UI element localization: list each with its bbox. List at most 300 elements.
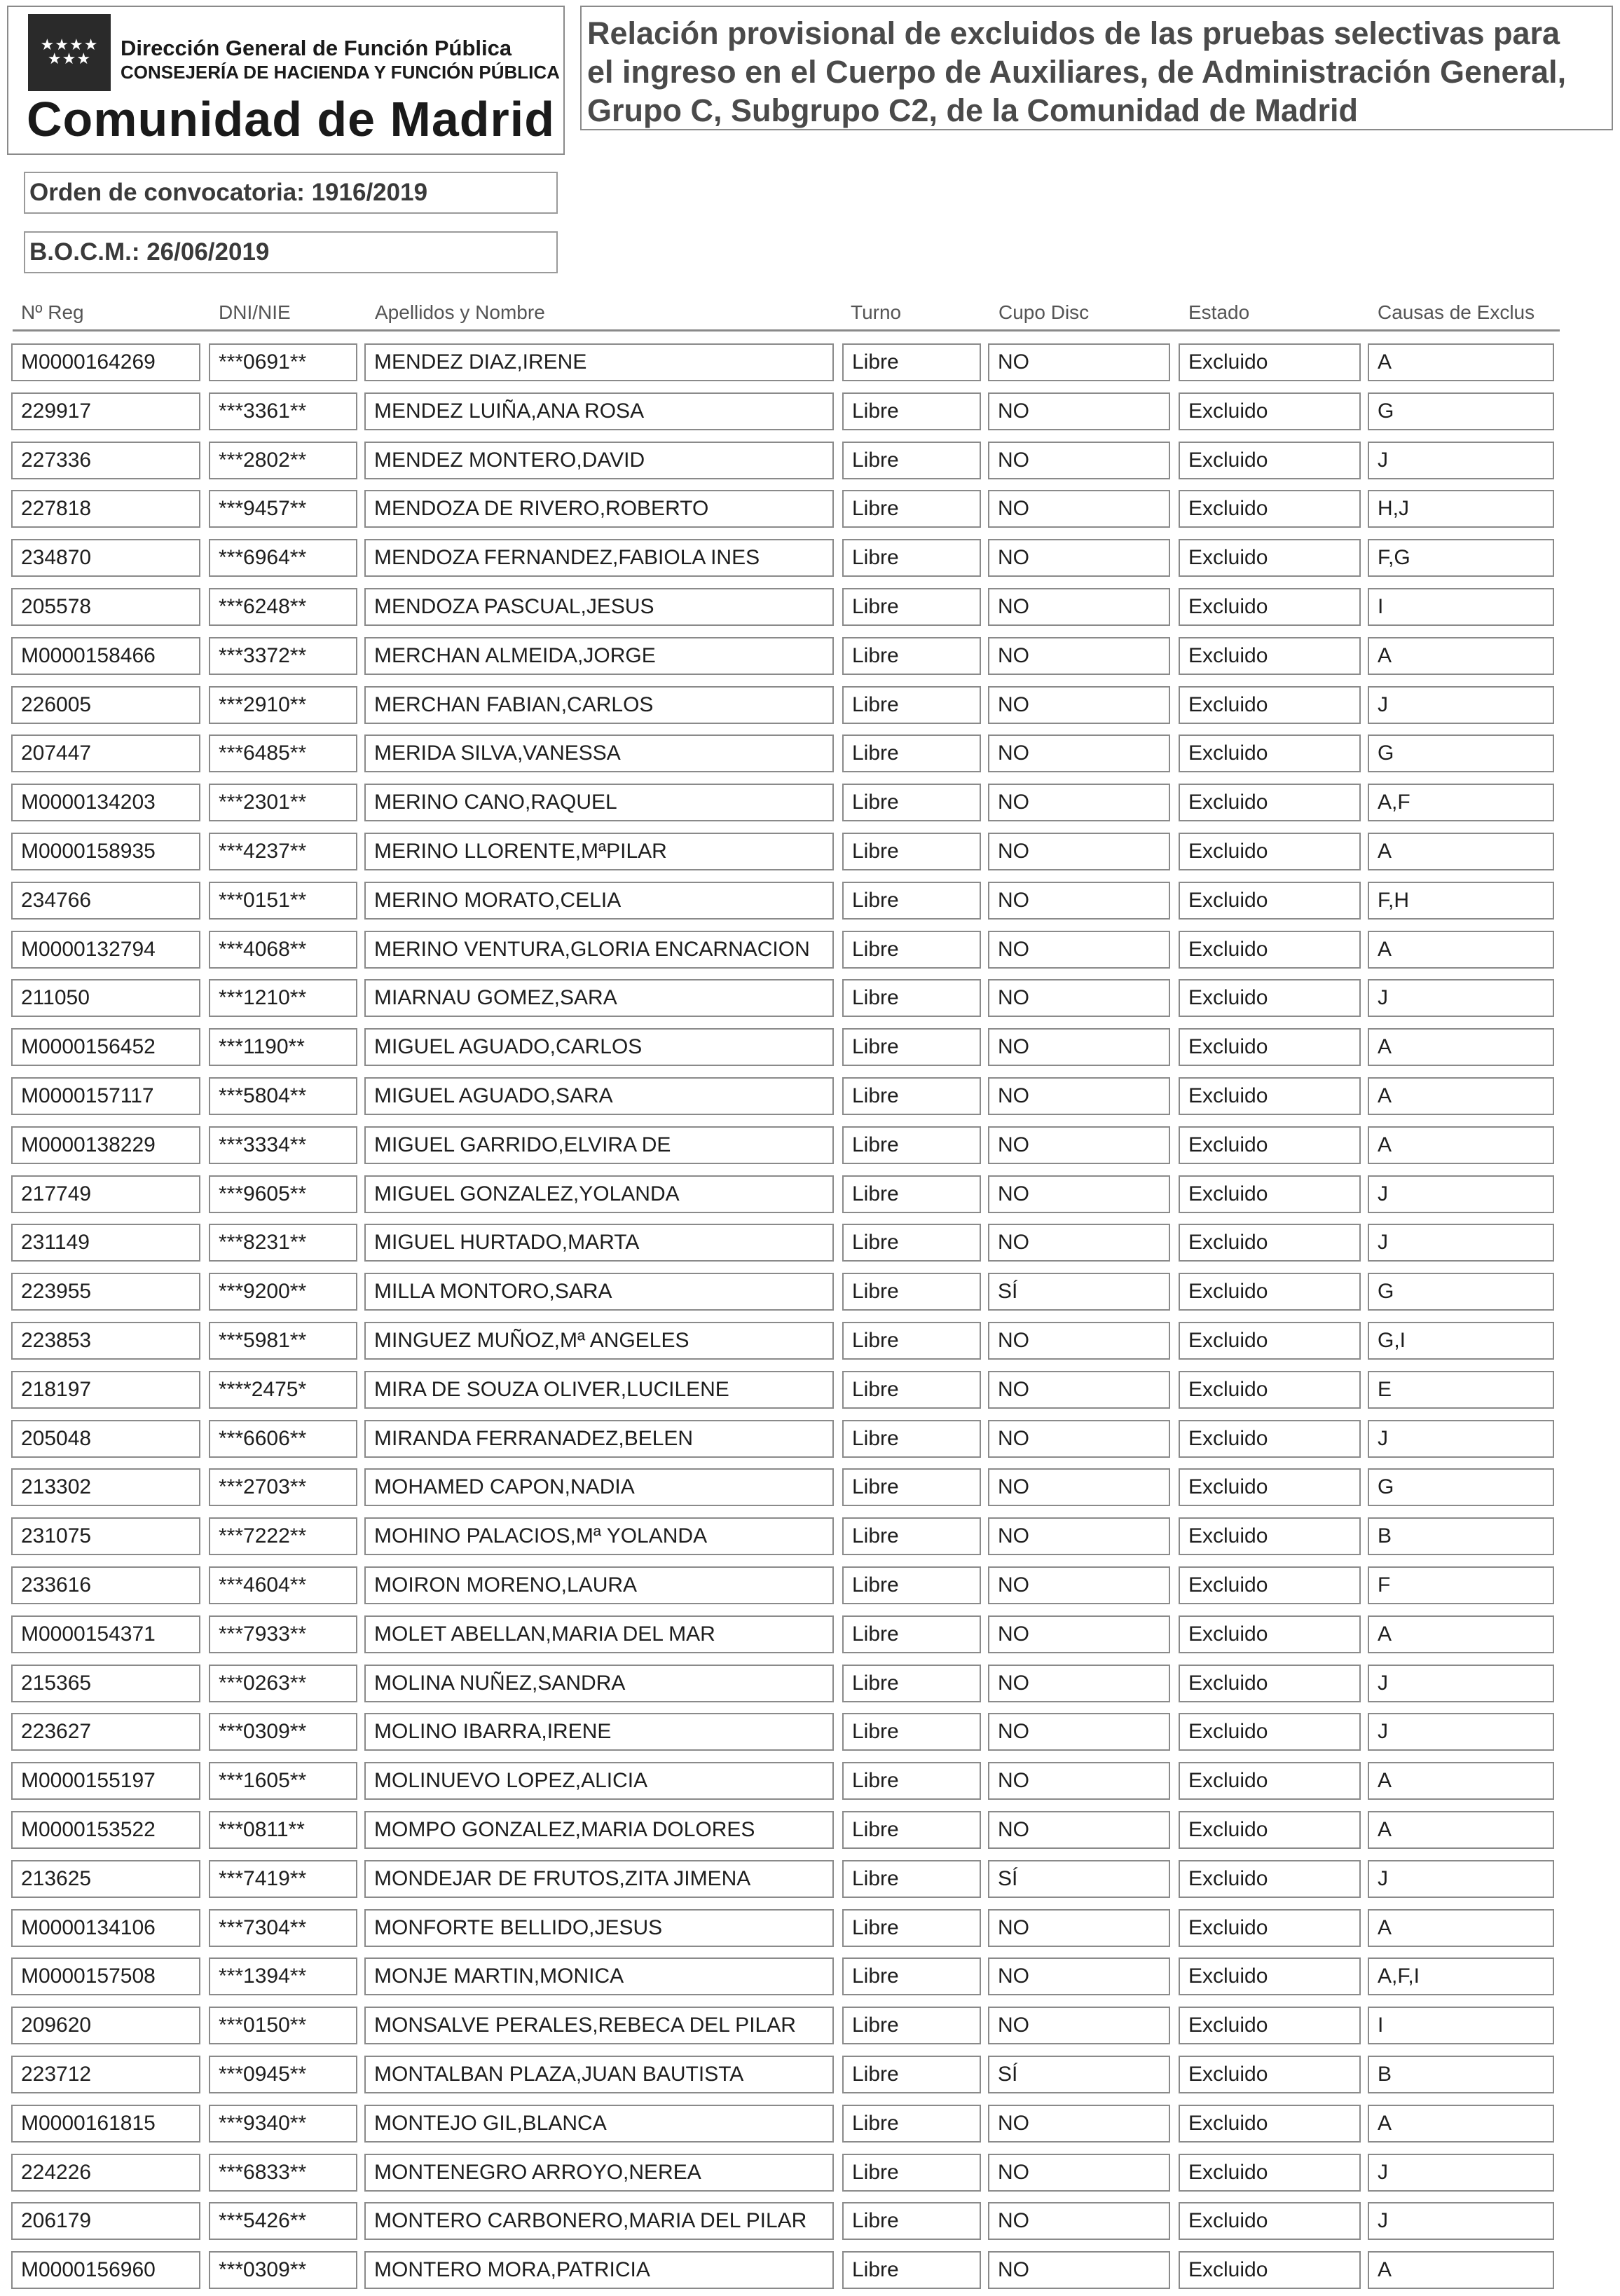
cell-nreg: 223955: [11, 1273, 200, 1311]
cell-turno: Libre: [842, 1860, 981, 1898]
cell-nreg: 226005: [11, 686, 200, 724]
cell-dni: ***6485**: [209, 734, 357, 772]
cell-nreg: 207447: [11, 734, 200, 772]
cell-nombre: MENDOZA FERNANDEZ,FABIOLA INES: [364, 539, 834, 577]
cell-turno: Libre: [842, 882, 981, 920]
cell-nombre: MERINO MORATO,CELIA: [364, 882, 834, 920]
cell-nreg: M0000138229: [11, 1126, 200, 1164]
column-header-nombre: Apellidos y Nombre: [375, 301, 545, 323]
table-row: [0, 2007, 1620, 2044]
cell-causas: J: [1368, 1713, 1554, 1751]
cell-turno: Libre: [842, 784, 981, 821]
cell-causas: J: [1368, 979, 1554, 1017]
cell-cupo: NO: [988, 1665, 1170, 1702]
cell-cupo: NO: [988, 1322, 1170, 1360]
table-row: [0, 1028, 1620, 1066]
cell-dni: ***4237**: [209, 833, 357, 870]
table-row: [0, 343, 1620, 381]
cell-nombre: MONDEJAR DE FRUTOS,ZITA JIMENA: [364, 1860, 834, 1898]
cell-cupo: NO: [988, 343, 1170, 381]
cell-dni: ***0151**: [209, 882, 357, 920]
table-row: [0, 1517, 1620, 1555]
table-row: [0, 1860, 1620, 1898]
cell-nreg: 231075: [11, 1517, 200, 1555]
cell-cupo: NO: [988, 1420, 1170, 1458]
cell-estado: Excluido: [1179, 833, 1361, 870]
cell-dni: ***1394**: [209, 1957, 357, 1995]
cell-turno: Libre: [842, 1420, 981, 1458]
cell-estado: Excluido: [1179, 1713, 1361, 1751]
cell-cupo: SÍ: [988, 1273, 1170, 1311]
cell-estado: Excluido: [1179, 1468, 1361, 1506]
cell-estado: Excluido: [1179, 637, 1361, 675]
cell-dni: ***4604**: [209, 1566, 357, 1604]
orden-convocatoria: Orden de convocatoria: 1916/2019: [24, 172, 558, 214]
cell-estado: Excluido: [1179, 490, 1361, 528]
cell-dni: ***6964**: [209, 539, 357, 577]
cell-nombre: MERINO LLORENTE,MªPILAR: [364, 833, 834, 870]
cell-turno: Libre: [842, 1224, 981, 1262]
cell-estado: Excluido: [1179, 539, 1361, 577]
cell-estado: Excluido: [1179, 1175, 1361, 1213]
cell-dni: ***1210**: [209, 979, 357, 1017]
cell-estado: Excluido: [1179, 1028, 1361, 1066]
table-row: [0, 2105, 1620, 2143]
cell-nombre: MONFORTE BELLIDO,JESUS: [364, 1909, 834, 1947]
cell-cupo: NO: [988, 734, 1170, 772]
cell-nombre: MOIRON MORENO,LAURA: [364, 1566, 834, 1604]
cell-cupo: NO: [988, 2154, 1170, 2192]
cell-turno: Libre: [842, 490, 981, 528]
cell-dni: ***6248**: [209, 588, 357, 626]
org-line-1: Dirección General de Función Pública: [121, 36, 512, 60]
cell-causas: J: [1368, 442, 1554, 479]
cell-cupo: SÍ: [988, 2056, 1170, 2093]
cell-nombre: MENDOZA PASCUAL,JESUS: [364, 588, 834, 626]
cell-estado: Excluido: [1179, 1371, 1361, 1409]
cell-turno: Libre: [842, 1762, 981, 1800]
cell-nombre: MIRANDA FERRANADEZ,BELEN: [364, 1420, 834, 1458]
cell-nreg: 213302: [11, 1468, 200, 1506]
cell-causas: G: [1368, 734, 1554, 772]
table-row: [0, 1811, 1620, 1849]
cell-cupo: NO: [988, 1615, 1170, 1653]
cell-turno: Libre: [842, 931, 981, 969]
cell-causas: A: [1368, 2105, 1554, 2143]
cell-nombre: MONJE MARTIN,MONICA: [364, 1957, 834, 1995]
cell-estado: Excluido: [1179, 442, 1361, 479]
cell-estado: Excluido: [1179, 931, 1361, 969]
cell-cupo: NO: [988, 882, 1170, 920]
cell-estado: Excluido: [1179, 882, 1361, 920]
cell-dni: ***5804**: [209, 1077, 357, 1115]
cell-causas: F: [1368, 1566, 1554, 1604]
cell-dni: ***7419**: [209, 1860, 357, 1898]
cell-turno: Libre: [842, 1077, 981, 1115]
cell-estado: Excluido: [1179, 588, 1361, 626]
cell-nombre: MILLA MONTORO,SARA: [364, 1273, 834, 1311]
cell-dni: ***2910**: [209, 686, 357, 724]
org-line-2: CONSEJERÍA DE HACIENDA Y FUNCIÓN PÚBLICA: [121, 62, 560, 83]
cell-turno: Libre: [842, 539, 981, 577]
cell-nombre: MIRA DE SOUZA OLIVER,LUCILENE: [364, 1371, 834, 1409]
cell-turno: Libre: [842, 1517, 981, 1555]
cell-dni: ****2475*: [209, 1371, 357, 1409]
cell-cupo: NO: [988, 1566, 1170, 1604]
cell-turno: Libre: [842, 1566, 981, 1604]
cell-causas: G: [1368, 1468, 1554, 1506]
cell-nombre: MERIDA SILVA,VANESSA: [364, 734, 834, 772]
cell-dni: ***9200**: [209, 1273, 357, 1311]
cell-dni: ***1190**: [209, 1028, 357, 1066]
cell-estado: Excluido: [1179, 1224, 1361, 1262]
cell-turno: Libre: [842, 2251, 981, 2289]
cell-causas: A: [1368, 1909, 1554, 1947]
column-header-nreg: Nº Reg: [21, 301, 84, 323]
cell-cupo: NO: [988, 442, 1170, 479]
cell-cupo: NO: [988, 1468, 1170, 1506]
cell-cupo: NO: [988, 1957, 1170, 1995]
cell-nreg: M0000157117: [11, 1077, 200, 1115]
cell-nreg: 218197: [11, 1371, 200, 1409]
table-row: [0, 734, 1620, 772]
cell-estado: Excluido: [1179, 2202, 1361, 2240]
cell-estado: Excluido: [1179, 1126, 1361, 1164]
cell-turno: Libre: [842, 1713, 981, 1751]
cell-cupo: NO: [988, 2251, 1170, 2289]
org-name: Comunidad de Madrid: [27, 92, 555, 146]
cell-estado: Excluido: [1179, 1273, 1361, 1311]
cell-dni: ***5426**: [209, 2202, 357, 2240]
cell-nreg: 234870: [11, 539, 200, 577]
cell-dni: ***0945**: [209, 2056, 357, 2093]
table-row: [0, 882, 1620, 920]
logo-block: [7, 6, 565, 155]
cell-nombre: MOHINO PALACIOS,Mª YOLANDA: [364, 1517, 834, 1555]
table-row: [0, 1468, 1620, 1506]
table-row: [0, 1273, 1620, 1311]
cell-cupo: NO: [988, 686, 1170, 724]
cell-nombre: MENDEZ LUIÑA,ANA ROSA: [364, 392, 834, 430]
cell-causas: A: [1368, 931, 1554, 969]
column-header-estado: Estado: [1188, 301, 1250, 323]
table-row: [0, 442, 1620, 479]
cell-causas: A: [1368, 1762, 1554, 1800]
cell-nreg: 211050: [11, 979, 200, 1017]
cell-estado: Excluido: [1179, 784, 1361, 821]
cell-cupo: NO: [988, 1811, 1170, 1849]
cell-turno: Libre: [842, 1909, 981, 1947]
cell-dni: ***2301**: [209, 784, 357, 821]
cell-cupo: NO: [988, 588, 1170, 626]
cell-dni: ***0309**: [209, 2251, 357, 2289]
header-divider: [13, 329, 1560, 332]
cell-nombre: MONTEJO GIL,BLANCA: [364, 2105, 834, 2143]
table-row: [0, 1420, 1620, 1458]
cell-cupo: NO: [988, 1713, 1170, 1751]
cell-causas: F,G: [1368, 539, 1554, 577]
cell-causas: B: [1368, 1517, 1554, 1555]
cell-cupo: NO: [988, 2105, 1170, 2143]
cell-causas: J: [1368, 1175, 1554, 1213]
cell-turno: Libre: [842, 734, 981, 772]
cell-nombre: MERINO VENTURA,GLORIA ENCARNACION: [364, 931, 834, 969]
cell-causas: A,F: [1368, 784, 1554, 821]
cell-estado: Excluido: [1179, 734, 1361, 772]
cell-causas: J: [1368, 1665, 1554, 1702]
cell-dni: ***3372**: [209, 637, 357, 675]
cell-nombre: MERINO CANO,RAQUEL: [364, 784, 834, 821]
cell-nombre: MIGUEL HURTADO,MARTA: [364, 1224, 834, 1262]
cell-turno: Libre: [842, 343, 981, 381]
table-row: [0, 784, 1620, 821]
cell-estado: Excluido: [1179, 1517, 1361, 1555]
cell-cupo: NO: [988, 1224, 1170, 1262]
cell-cupo: NO: [988, 392, 1170, 430]
table-row: [0, 1077, 1620, 1115]
cell-estado: Excluido: [1179, 1762, 1361, 1800]
cell-cupo: NO: [988, 1028, 1170, 1066]
column-header-cupo: Cupo Disc: [998, 301, 1090, 323]
cell-estado: Excluido: [1179, 979, 1361, 1017]
cell-turno: Libre: [842, 833, 981, 870]
cell-causas: J: [1368, 686, 1554, 724]
table-row: [0, 686, 1620, 724]
cell-cupo: NO: [988, 1077, 1170, 1115]
cell-dni: ***8231**: [209, 1224, 357, 1262]
cell-nreg: 209620: [11, 2007, 200, 2044]
table-row: [0, 1126, 1620, 1164]
cell-causas: A: [1368, 343, 1554, 381]
cell-turno: Libre: [842, 392, 981, 430]
table-row: [0, 1909, 1620, 1947]
cell-nombre: MONTERO MORA,PATRICIA: [364, 2251, 834, 2289]
cell-estado: Excluido: [1179, 1420, 1361, 1458]
cell-nombre: MIGUEL GARRIDO,ELVIRA DE: [364, 1126, 834, 1164]
title-line-3: Grupo C, Subgrupo C2, de la Comunidad de Madrid: [587, 93, 1359, 128]
cell-nombre: MONTERO CARBONERO,MARIA DEL PILAR: [364, 2202, 834, 2240]
cell-estado: Excluido: [1179, 1665, 1361, 1702]
cell-causas: A: [1368, 1077, 1554, 1115]
cell-cupo: NO: [988, 784, 1170, 821]
cell-nreg: 223712: [11, 2056, 200, 2093]
cell-dni: ***0691**: [209, 343, 357, 381]
cell-turno: Libre: [842, 1175, 981, 1213]
cell-nreg: 206179: [11, 2202, 200, 2240]
cell-nombre: MENDOZA DE RIVERO,ROBERTO: [364, 490, 834, 528]
cell-dni: ***3361**: [209, 392, 357, 430]
cell-nreg: 233616: [11, 1566, 200, 1604]
table-row: [0, 2202, 1620, 2240]
cell-causas: G: [1368, 1273, 1554, 1311]
cell-turno: Libre: [842, 2056, 981, 2093]
cell-cupo: NO: [988, 1175, 1170, 1213]
cell-estado: Excluido: [1179, 2251, 1361, 2289]
cell-nreg: 215365: [11, 1665, 200, 1702]
cell-estado: Excluido: [1179, 2056, 1361, 2093]
cell-cupo: NO: [988, 1126, 1170, 1164]
cell-cupo: NO: [988, 833, 1170, 870]
cell-nreg: M0000132794: [11, 931, 200, 969]
cell-dni: ***2703**: [209, 1468, 357, 1506]
cell-estado: Excluido: [1179, 343, 1361, 381]
cell-nreg: M0000156452: [11, 1028, 200, 1066]
cell-causas: A: [1368, 1028, 1554, 1066]
cell-nreg: 213625: [11, 1860, 200, 1898]
cell-dni: ***0263**: [209, 1665, 357, 1702]
cell-dni: ***1605**: [209, 1762, 357, 1800]
table-row: [0, 637, 1620, 675]
column-header-causas: Causas de Exclus: [1378, 301, 1535, 323]
cell-cupo: NO: [988, 2007, 1170, 2044]
cell-estado: Excluido: [1179, 1860, 1361, 1898]
cell-causas: A: [1368, 1126, 1554, 1164]
table-row: [0, 392, 1620, 430]
cell-dni: ***0309**: [209, 1713, 357, 1751]
cell-nreg: M0000134106: [11, 1909, 200, 1947]
cell-causas: G,I: [1368, 1322, 1554, 1360]
cell-nreg: M0000154371: [11, 1615, 200, 1653]
document-title: [580, 6, 1613, 130]
cell-nombre: MOHAMED CAPON,NADIA: [364, 1468, 834, 1506]
cell-nreg: 227818: [11, 490, 200, 528]
cell-turno: Libre: [842, 637, 981, 675]
cell-nombre: MIGUEL GONZALEZ,YOLANDA: [364, 1175, 834, 1213]
cell-nombre: MENDEZ MONTERO,DAVID: [364, 442, 834, 479]
cell-dni: ***6606**: [209, 1420, 357, 1458]
cell-causas: H,J: [1368, 490, 1554, 528]
cell-turno: Libre: [842, 2202, 981, 2240]
cell-nombre: MOLINO IBARRA,IRENE: [364, 1713, 834, 1751]
cell-nombre: MINGUEZ MUÑOZ,Mª ANGELES: [364, 1322, 834, 1360]
cell-dni: ***0150**: [209, 2007, 357, 2044]
cell-turno: Libre: [842, 1371, 981, 1409]
cell-nombre: MONTENEGRO ARROYO,NEREA: [364, 2154, 834, 2192]
cell-nombre: MOMPO GONZALEZ,MARIA DOLORES: [364, 1811, 834, 1849]
table-row: [0, 1615, 1620, 1653]
cell-causas: J: [1368, 1224, 1554, 1262]
cell-nreg: 223853: [11, 1322, 200, 1360]
cell-nreg: M0000158466: [11, 637, 200, 675]
table-row: [0, 588, 1620, 626]
cell-estado: Excluido: [1179, 2154, 1361, 2192]
table-row: [0, 1322, 1620, 1360]
table-row: [0, 2251, 1620, 2289]
cell-nombre: MOLET ABELLAN,MARIA DEL MAR: [364, 1615, 834, 1653]
table-row: [0, 1957, 1620, 1995]
table-row: [0, 1566, 1620, 1604]
cell-nreg: M0000153522: [11, 1811, 200, 1849]
cell-dni: ***7933**: [209, 1615, 357, 1653]
cell-turno: Libre: [842, 2105, 981, 2143]
logo-stars: ★★★★ ★★★: [40, 36, 99, 67]
table-row: [0, 1224, 1620, 1262]
cell-turno: Libre: [842, 686, 981, 724]
cell-estado: Excluido: [1179, 1909, 1361, 1947]
cell-turno: Libre: [842, 1322, 981, 1360]
cell-turno: Libre: [842, 2154, 981, 2192]
cell-estado: Excluido: [1179, 1615, 1361, 1653]
cell-causas: I: [1368, 2007, 1554, 2044]
cell-nombre: MONSALVE PERALES,REBECA DEL PILAR: [364, 2007, 834, 2044]
cell-causas: A: [1368, 2251, 1554, 2289]
cell-dni: ***2802**: [209, 442, 357, 479]
cell-nreg: M0000157508: [11, 1957, 200, 1995]
table-row: [0, 1713, 1620, 1751]
cell-dni: ***0811**: [209, 1811, 357, 1849]
cell-turno: Libre: [842, 979, 981, 1017]
cell-dni: ***6833**: [209, 2154, 357, 2192]
table-row: [0, 2056, 1620, 2093]
cell-turno: Libre: [842, 1028, 981, 1066]
cell-dni: ***9340**: [209, 2105, 357, 2143]
cell-estado: Excluido: [1179, 1077, 1361, 1115]
cell-causas: J: [1368, 2154, 1554, 2192]
cell-dni: ***3334**: [209, 1126, 357, 1164]
cell-causas: B: [1368, 2056, 1554, 2093]
table-row: [0, 833, 1620, 870]
cell-cupo: NO: [988, 931, 1170, 969]
cell-causas: J: [1368, 1420, 1554, 1458]
cell-estado: Excluido: [1179, 1322, 1361, 1360]
cell-nreg: 227336: [11, 442, 200, 479]
cell-causas: F,H: [1368, 882, 1554, 920]
cell-turno: Libre: [842, 1126, 981, 1164]
cell-estado: Excluido: [1179, 1811, 1361, 1849]
cell-causas: E: [1368, 1371, 1554, 1409]
cell-turno: Libre: [842, 2007, 981, 2044]
cell-nreg: 223627: [11, 1713, 200, 1751]
cell-causas: I: [1368, 588, 1554, 626]
cell-cupo: NO: [988, 1762, 1170, 1800]
title-line-2: el ingreso en el Cuerpo de Auxiliares, de Administración General,: [587, 54, 1567, 90]
column-header-turno: Turno: [851, 301, 902, 323]
cell-estado: Excluido: [1179, 1566, 1361, 1604]
cell-turno: Libre: [842, 1468, 981, 1506]
cell-cupo: NO: [988, 1371, 1170, 1409]
cell-cupo: NO: [988, 490, 1170, 528]
cell-nreg: 229917: [11, 392, 200, 430]
cell-nreg: 217749: [11, 1175, 200, 1213]
cell-causas: G: [1368, 392, 1554, 430]
column-header-dni: DNI/NIE: [219, 301, 291, 323]
cell-dni: ***5981**: [209, 1322, 357, 1360]
cell-cupo: NO: [988, 979, 1170, 1017]
cell-cupo: NO: [988, 1517, 1170, 1555]
madrid-flag-icon: [28, 14, 111, 91]
cell-nreg: M0000134203: [11, 784, 200, 821]
cell-estado: Excluido: [1179, 2105, 1361, 2143]
cell-causas: A: [1368, 637, 1554, 675]
cell-turno: Libre: [842, 1615, 981, 1653]
table-row: [0, 539, 1620, 577]
cell-causas: A,F,I: [1368, 1957, 1554, 1995]
cell-nreg: M0000156960: [11, 2251, 200, 2289]
cell-dni: ***7222**: [209, 1517, 357, 1555]
cell-nreg: 231149: [11, 1224, 200, 1262]
cell-nreg: 205048: [11, 1420, 200, 1458]
cell-cupo: NO: [988, 2202, 1170, 2240]
cell-causas: A: [1368, 1615, 1554, 1653]
cell-estado: Excluido: [1179, 392, 1361, 430]
cell-cupo: NO: [988, 539, 1170, 577]
cell-nombre: MERCHAN FABIAN,CARLOS: [364, 686, 834, 724]
cell-nreg: M0000155197: [11, 1762, 200, 1800]
cell-turno: Libre: [842, 1665, 981, 1702]
cell-nombre: MIGUEL AGUADO,CARLOS: [364, 1028, 834, 1066]
title-line-1: Relación provisional de excluidos de las pruebas selectivas para: [587, 15, 1560, 51]
cell-nombre: MOLINUEVO LOPEZ,ALICIA: [364, 1762, 834, 1800]
